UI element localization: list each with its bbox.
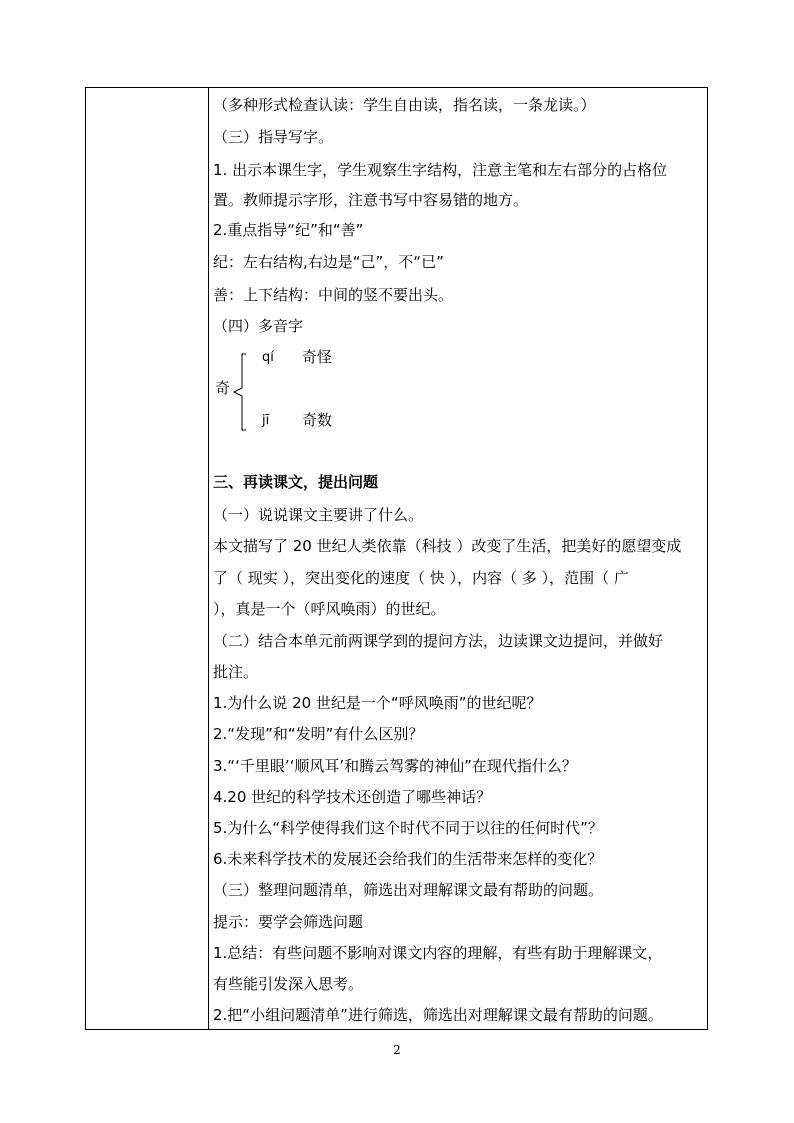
text-line: 批注。 <box>213 663 259 681</box>
brace-icon <box>230 352 250 432</box>
text-line: 2.把“小组问题清单”进行筛选，筛选出对理解课文最有帮助的问题。 <box>213 1006 663 1024</box>
text-line: 纪：左右结构,右边是“己”，不“已” <box>213 253 444 271</box>
question-item: 3.“‘千里眼’‘顺风耳’和腾云驾雾的神仙”在现代指什么？ <box>213 757 577 775</box>
section-title: 三、再读课文，提出问题 <box>213 473 379 491</box>
text-line: 本文描写了 20 世纪人类依靠（科技 ）改变了生活，把美好的愿望变成 <box>213 537 682 555</box>
pinyin-ji: jī <box>262 413 270 428</box>
polyphone-char: 奇 <box>215 379 231 397</box>
text-line: 2.重点指导“纪”和“善” <box>213 221 364 239</box>
text-line: 1. 出示本课生字，学生观察生字结构，注意主笔和左右部分的占格位 <box>213 161 668 179</box>
question-item: 1.为什么说 20 世纪是一个“呼风唤雨”的世纪呢？ <box>213 694 542 712</box>
text-line: 1.总结：有些问题不影响对课文内容的理解，有些有助于理解课文， <box>213 944 663 962</box>
text-line: ），真是一个（呼风唤雨）的世纪。 <box>213 600 446 618</box>
text-line: 有些能引发深入思考。 <box>213 975 364 993</box>
text-line: 善：上下结构：中间的竖不要出头。 <box>213 286 454 304</box>
section-heading: （二）结合本单元前两课学到的提问方法，边读课文边提问，并做好 <box>213 632 664 650</box>
pinyin-qi: qí <box>262 350 274 365</box>
text-line: 提示：要学会筛选问题 <box>213 913 364 931</box>
section-heading: （四）多音字 <box>213 317 304 335</box>
section-heading: （三）指导写字。 <box>213 128 334 146</box>
column-divider <box>208 88 209 1029</box>
text-line: 了（ 现实 ），突出变化的速度（ 快 ），内容（ 多 ），范围（ 广 <box>213 569 629 587</box>
section-heading: （三）整理问题清单，筛选出对理解课文最有帮助的问题。 <box>213 881 604 899</box>
section-heading: （一）说说课文主要讲了什么。 <box>213 506 424 524</box>
question-item: 5.为什么“科学使得我们这个时代不同于以往的任何时代”？ <box>213 819 603 837</box>
question-item: 2.“发现”和“发明”有什么区别？ <box>213 725 424 743</box>
text-line: （多种形式检查认读：学生自由读，指名读，一条龙读。） <box>213 96 596 114</box>
word-qiguai: 奇怪 <box>302 348 333 366</box>
text-line: 置。教师提示字形，注意书写中容易错的地方。 <box>213 191 529 209</box>
question-item: 6.未来科学技术的发展还会给我们的生活带来怎样的变化？ <box>213 850 603 868</box>
word-jishu: 奇数 <box>302 411 333 429</box>
question-item: 4.20 世纪的科学技术还创造了哪些神话？ <box>213 788 492 806</box>
page-number: 2 <box>393 1043 401 1057</box>
